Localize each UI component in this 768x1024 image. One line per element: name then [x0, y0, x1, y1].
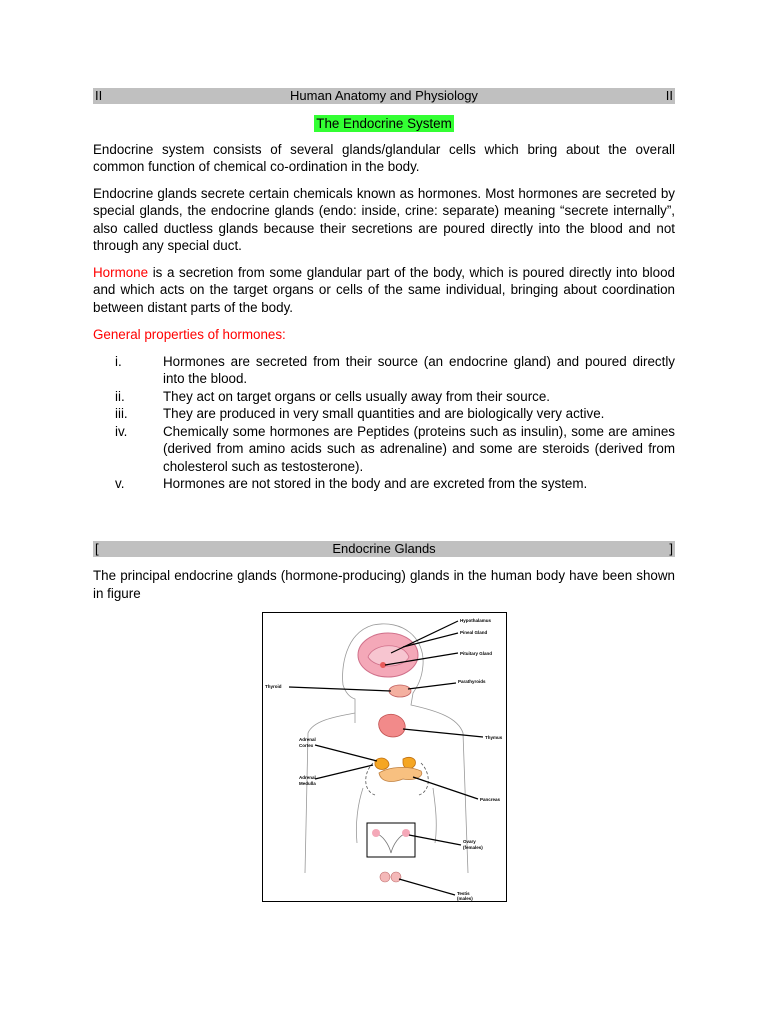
label-hypothalamus: Hypothalamus: [460, 618, 492, 623]
testis-left: [380, 872, 390, 882]
glands-intro: The principal endocrine glands (hormone-producing) glands in the human body have been shown in figure: [93, 568, 675, 601]
testis-right: [391, 872, 401, 882]
label-adrenal-cortex-1: Adrenal: [299, 737, 316, 742]
list-item: [93, 405, 675, 423]
list-text: Hormones are not stored in the body and are excreted from the system.: [163, 476, 588, 491]
label-thymus: Thymus: [485, 735, 503, 740]
header-right-mark: II: [665, 88, 673, 103]
label-pineal: Pineal Gland: [460, 630, 488, 635]
properties-heading: General properties of hormones:: [93, 327, 286, 342]
properties-list: [93, 353, 675, 493]
list-text: Hormones are secreted from their source (an endocrine gland) and poured directly into the blood.: [163, 353, 675, 386]
adrenal-left: [375, 758, 389, 769]
uterus-shape: [375, 833, 407, 853]
ovary-right: [402, 829, 410, 837]
list-text: Chemically some hormones are Peptides (proteins such as insulin), some are amines (derived from amino acids such as adrenaline) and some are steroids (derived from cholesterol such as testosterone).: [163, 423, 675, 474]
kidney-outline-left: [366, 763, 375, 795]
label-thyroid: Thyroid: [265, 684, 282, 689]
label-ovary-2: (females): [463, 845, 483, 850]
list-number: ii.: [115, 388, 125, 404]
header-bar: [93, 88, 675, 104]
label-testis-1: Testis: [457, 891, 470, 896]
list-number: iii.: [115, 406, 128, 421]
hormone-term: Hormone: [93, 264, 149, 280]
hormone-definition: is a secretion from some glandular part of the body, which is poured directly into blood and which acts on the target organs or cells of the same individual, bringing about coordination between distant parts of the body.: [93, 264, 675, 315]
endocrine-figure: [262, 612, 507, 902]
label-parathyroids: Parathyroids: [458, 679, 486, 684]
list-number: i.: [115, 353, 122, 369]
glands-section-bar: [93, 541, 675, 557]
endocrine-diagram: [263, 613, 506, 901]
glands-left-mark: [: [95, 541, 99, 556]
ovary-left: [372, 829, 380, 837]
list-item: [93, 475, 675, 493]
glands-title: Endocrine Glands: [332, 541, 436, 556]
list-item: [93, 388, 675, 406]
section-title: The Endocrine System: [316, 116, 452, 131]
list-number: v.: [115, 476, 125, 491]
paragraph-hormone: [93, 264, 675, 317]
document-page: [93, 88, 675, 493]
list-item: [93, 353, 675, 388]
header-left-mark: II: [95, 88, 103, 103]
torso-line: [356, 788, 436, 843]
label-pituitary: Pituitary Gland: [460, 651, 493, 656]
label-adrenal-cortex-2: Cortex: [299, 743, 314, 748]
pancreas-shape: [379, 767, 422, 781]
adrenal-right: [403, 757, 415, 768]
thyroid-shape: [389, 685, 411, 697]
label-testis-2: (males): [457, 896, 473, 901]
glands-right-mark: ]: [669, 541, 673, 556]
label-adrenal-medulla-2: Medulla: [299, 781, 316, 786]
list-text: They are produced in very small quantities and are biologically very active.: [163, 406, 605, 421]
paragraph-intro: Endocrine system consists of several glands/glandular cells which bring about the overall common function of chemical co-ordination in the body.: [93, 141, 675, 174]
list-number: iv.: [115, 423, 128, 439]
thymus-shape: [379, 714, 406, 737]
list-item: [93, 423, 675, 476]
label-ovary-1: Ovary: [463, 839, 476, 844]
label-adrenal-medulla-1: Adrenal: [299, 775, 316, 780]
paragraph-glands: Endocrine glands secrete certain chemicals known as hormones. Most hormones are secreted by special glands, the endocrine glands (endo: inside, crine: separate) meaning “secrete internally”, also called ductless glands because their secretions are poured directly into the blood and not through any special duct.: [93, 185, 675, 253]
section-title-wrap: [93, 115, 675, 133]
list-text: They act on target organs or cells usually away from their source.: [163, 388, 551, 404]
header-title: Human Anatomy and Physiology: [290, 88, 478, 103]
label-pancreas: Pancreas: [480, 797, 501, 802]
